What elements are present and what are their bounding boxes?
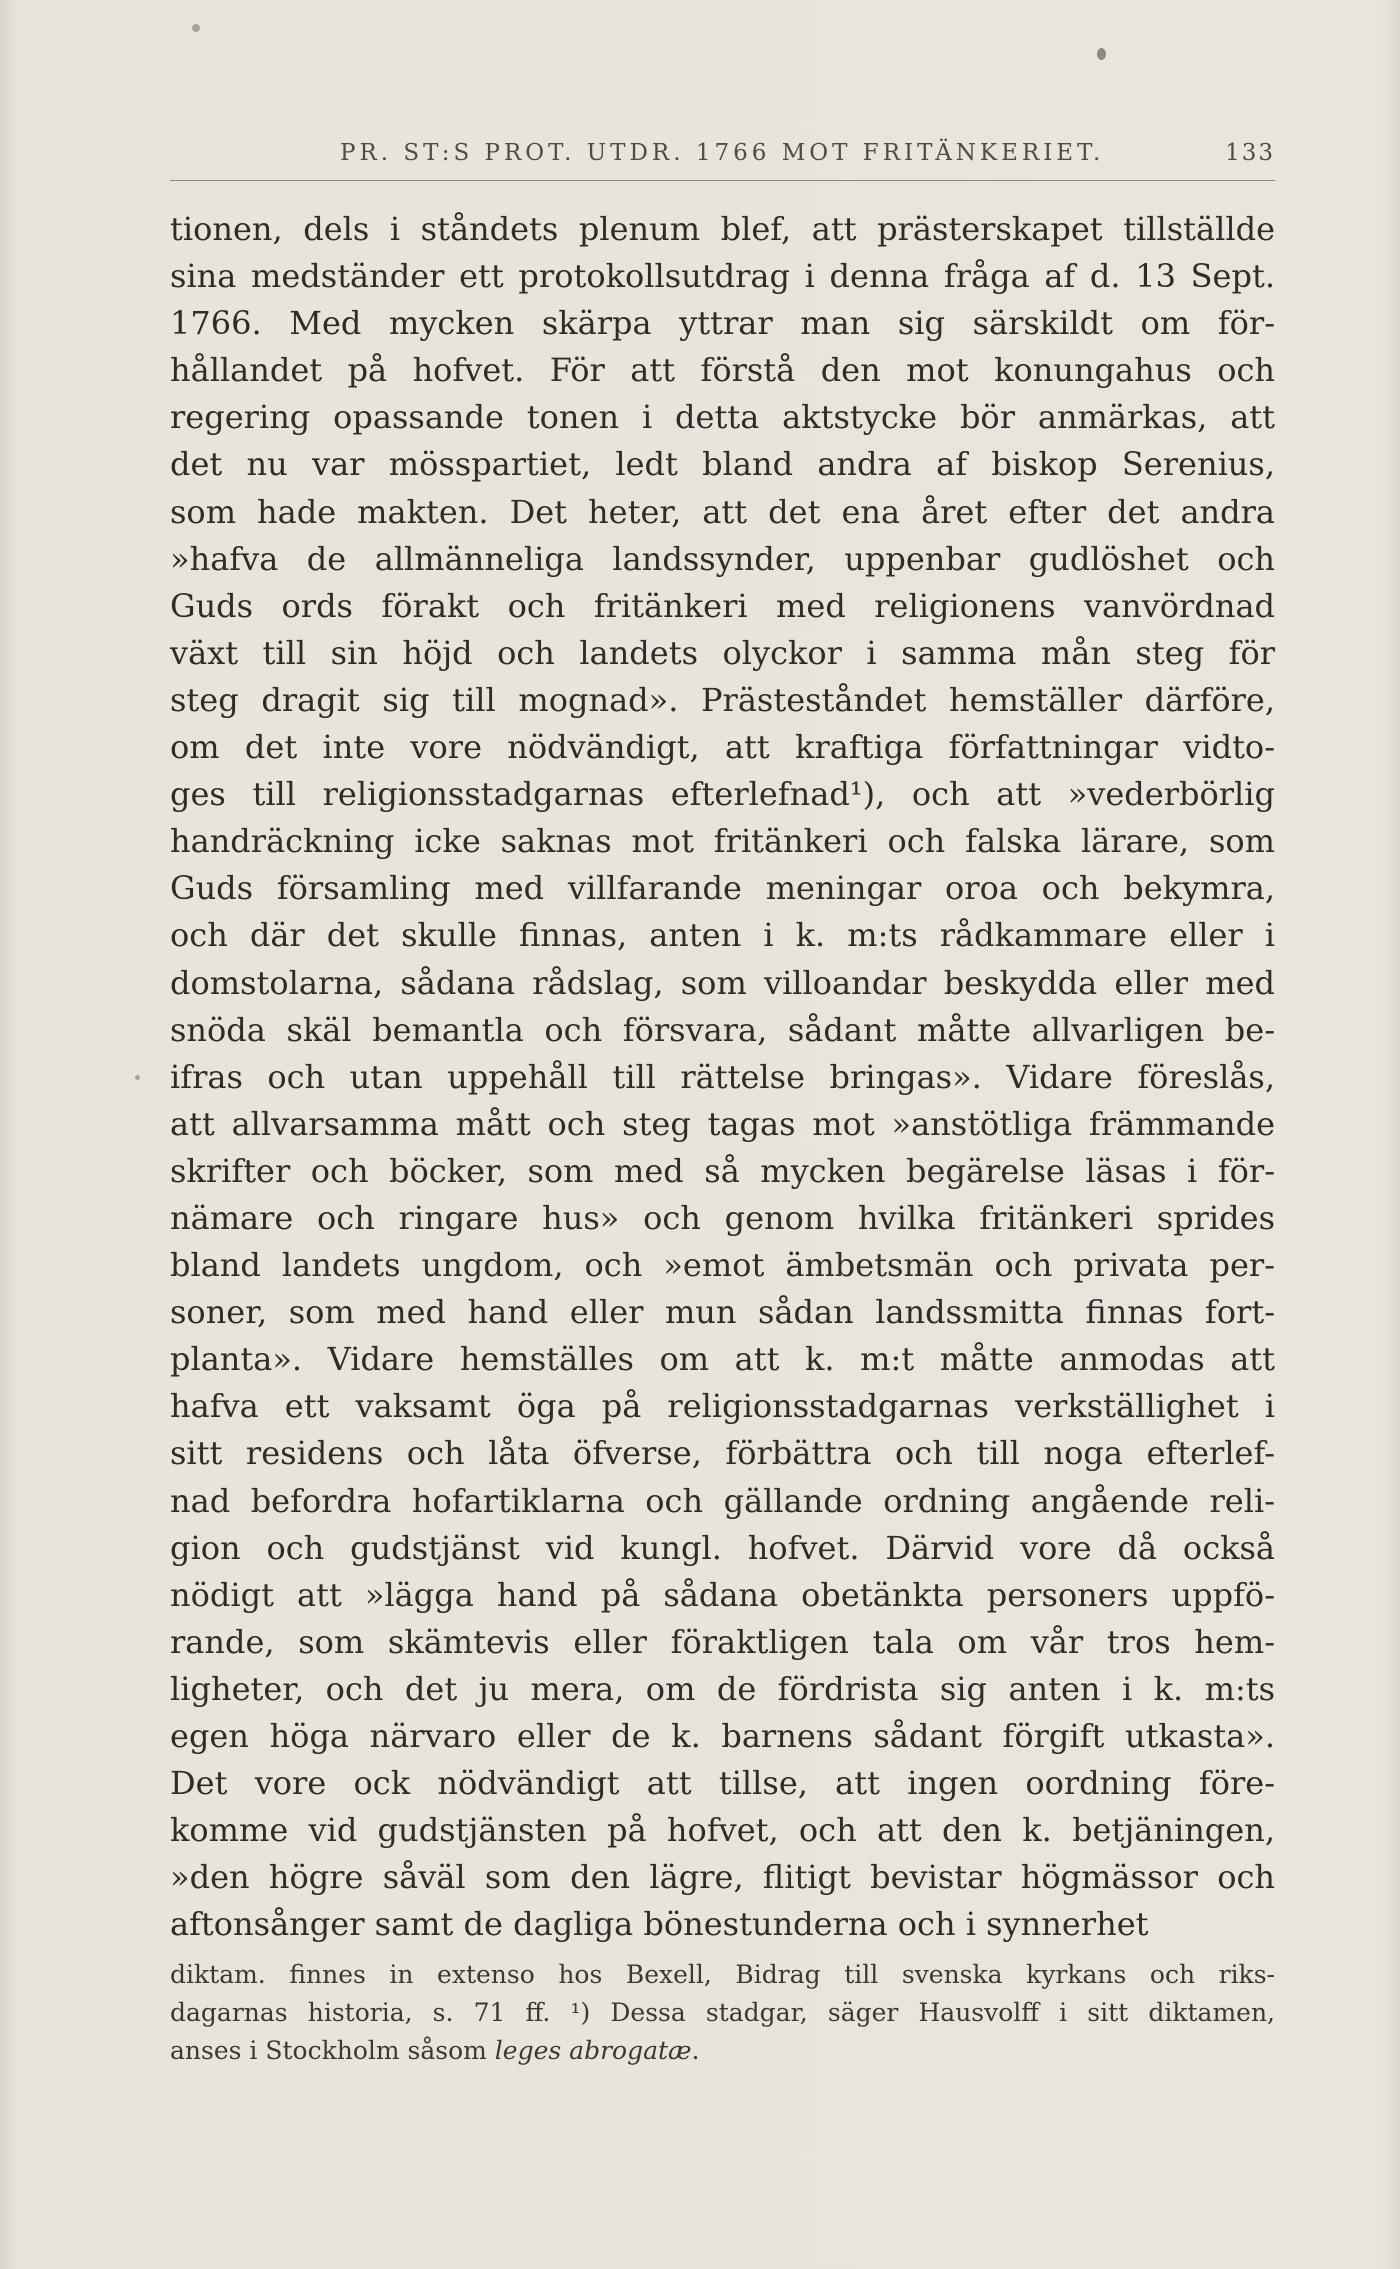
body-line: gion och gudstjänst vid kungl. hofvet. Därvid vore då också	[170, 1528, 1275, 1567]
body-line: att allvarsamma mått och steg tagas mot »anstötliga främmande	[170, 1104, 1275, 1143]
body-line: sitt residens och låta öfverse, förbättra och till noga efterlef-	[170, 1434, 1275, 1473]
body-line: hållandet på hofvet. För att förstå den mot konungahus och	[170, 351, 1275, 390]
body-line: komme vid gudstjänsten på hofvet, och att den k. betjäningen,	[170, 1811, 1275, 1850]
page-header	[170, 136, 1275, 181]
body-line: ges till religionsstadgarnas efterlefnad¹), och att »vederbörlig	[170, 775, 1275, 814]
body-line: hafva ett vaksamt öga på religionsstadgarnas verkställighet i	[170, 1387, 1275, 1426]
body-line: steg dragit sig till mognad». Prästeståndet hemställer därföre,	[170, 680, 1275, 719]
footnote-text: anses i Stockholm såsom	[170, 2036, 495, 2065]
body-line: Guds församling med villfarande meningar oroa och bekymra,	[170, 869, 1275, 908]
body-line: nad befordra hofartiklarna och gällande ordning angående reli-	[170, 1481, 1275, 1520]
body-line: skrifter och böcker, som med så mycken begärelse läsas i för-	[170, 1151, 1275, 1190]
body-line: och där det skulle finnas, anten i k. m:ts rådkammare eller i	[170, 916, 1275, 955]
footnote-line: dagarnas historia, s. 71 ff. ¹) Dessa stadgar, säger Hausvolff i sitt diktamen,	[170, 1998, 1275, 2027]
body-line: handräckning icke saknas mot fritänkeri och falska lärare, som	[170, 822, 1275, 861]
body-line: soner, som med hand eller mun sådan landssmitta finnas fort-	[170, 1293, 1275, 1332]
body-line: »den högre såväl som den lägre, flitigt bevistar högmässor och	[170, 1858, 1275, 1897]
paper-speck	[135, 1075, 140, 1080]
body-line: som hade makten. Det heter, att det ena året efter det andra	[170, 492, 1275, 531]
body-line: snöda skäl bemantla och försvara, sådant måtte allvarligen be-	[170, 1010, 1275, 1049]
body-line: nödigt att »lägga hand på sådana obetänkta personers uppfö-	[170, 1575, 1275, 1614]
footnote-line: diktam. finnes in extenso hos Bexell, Bidrag till svenska kyrkans och riks-	[170, 1960, 1275, 1989]
body-line: »hafva de allmänneliga landssynder, uppenbar gudlöshet och	[170, 539, 1275, 578]
body-line: egen höga närvaro eller de k. barnens sådant förgift utkasta».	[170, 1717, 1275, 1755]
body-line: Guds ords förakt och fritänkeri med religionens vanvördnad	[170, 586, 1275, 625]
running-head: PR. ST:S PROT. UTDR. 1766 MOT FRITÄNKERIET.	[340, 140, 1105, 166]
body-line: regering opassande tonen i detta aktstycke bör anmärkas, att	[170, 398, 1275, 437]
body-line: nämare och ringare hus» och genom hvilka fritänkeri sprides	[170, 1198, 1275, 1237]
footnote-italic-text: leges abrogatæ	[494, 2036, 692, 2065]
paper-speck	[1097, 48, 1106, 60]
page-number: 133	[1225, 140, 1275, 166]
body-line: ligheter, och det ju mera, om de fördrista sig anten i k. m:ts	[170, 1669, 1275, 1708]
footnote-line	[170, 2032, 1275, 2070]
body-line: aftonsånger samt de dagliga bönestunderna och i synnerhet	[170, 1905, 1149, 1944]
footnote-text: .	[691, 2036, 700, 2065]
body-line: Det vore ock nödvändigt att tillse, att ingen oordning före-	[170, 1764, 1275, 1803]
body-line: domstolarna, sådana rådslag, som villoandar beskydda eller med	[170, 963, 1275, 1002]
paper-speck	[192, 24, 200, 32]
body-text	[170, 206, 1275, 1948]
body-line: sina medständer ett protokollsutdrag i denna fråga af d. 13 Sept.	[170, 257, 1275, 296]
body-line: om det inte vore nödvändigt, att kraftiga författningar vidto-	[170, 728, 1275, 767]
body-line: tionen, dels i ståndets plenum blef, att prästerskapet tillställde	[170, 210, 1275, 248]
body-line: det nu var mösspartiet, ledt bland andra af biskop Serenius,	[170, 445, 1275, 484]
body-line: rande, som skämtevis eller föraktligen tala om vår tros hem-	[170, 1622, 1275, 1661]
body-line: bland landets ungdom, och »emot ämbetsmän och privata per-	[170, 1246, 1275, 1285]
body-line: planta». Vidare hemställes om att k. m:t måtte anmodas att	[170, 1340, 1275, 1379]
body-line: växt till sin höjd och landets olyckor i samma mån steg för	[170, 633, 1275, 672]
footnotes	[170, 1956, 1275, 2070]
body-line: ifras och utan uppehåll till rättelse bringas». Vidare föreslås,	[170, 1057, 1275, 1096]
body-line: 1766. Med mycken skärpa yttrar man sig särskildt om för-	[170, 304, 1275, 343]
